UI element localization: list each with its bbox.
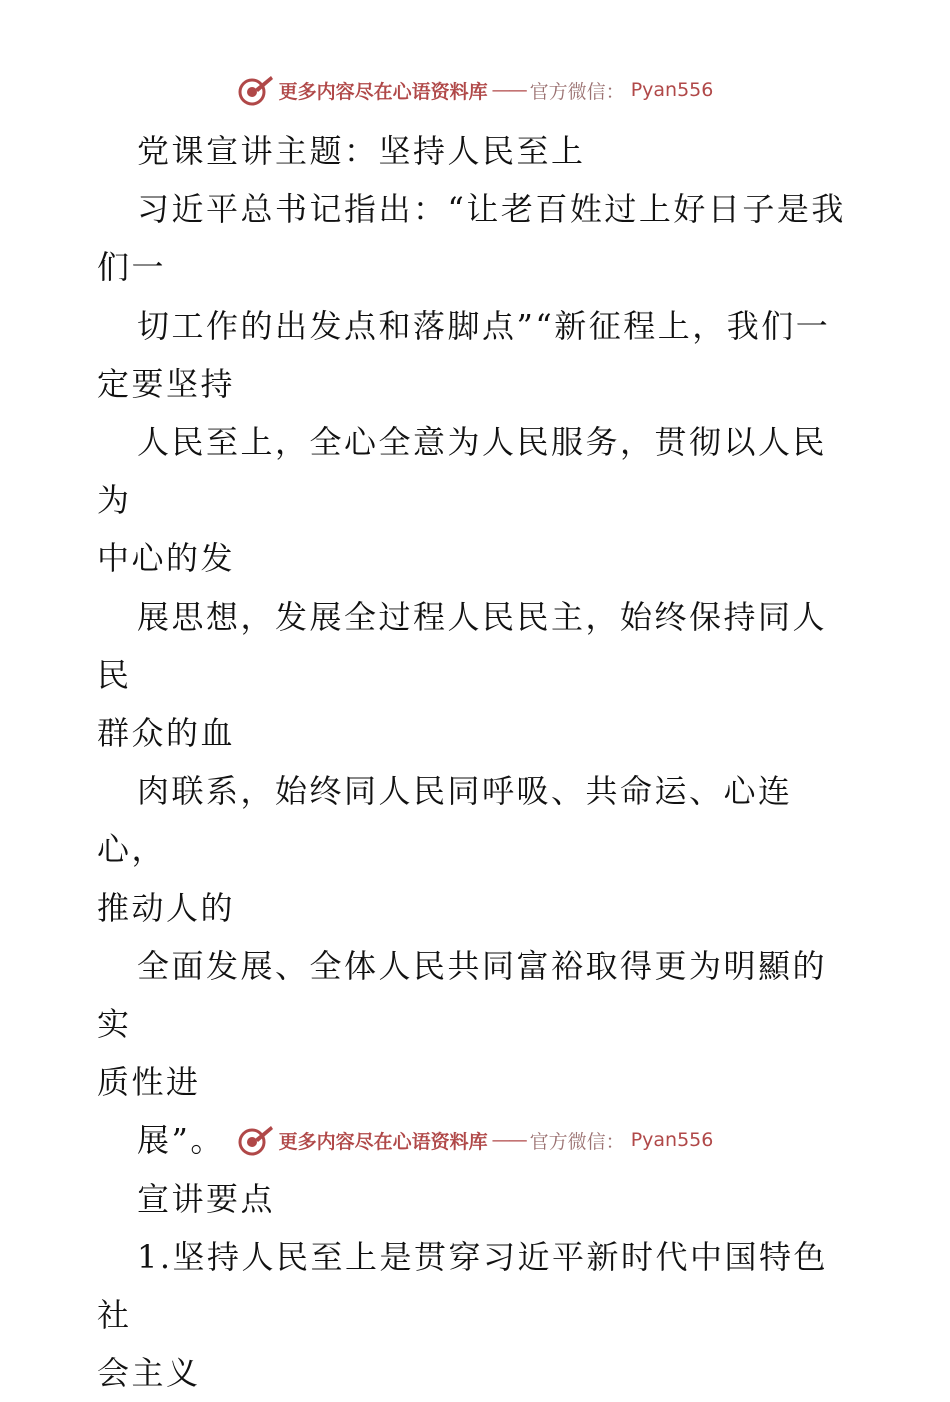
watermark-dash: ——: [491, 1129, 526, 1151]
text-line: 展思想，发展全过程人民民主，始终保持同人民: [97, 597, 828, 694]
text-line: 宣讲要点: [137, 1179, 276, 1218]
watermark-wechat-label: 官方微信：: [529, 80, 625, 103]
text-line: 推动人的: [97, 888, 236, 927]
watermark-wechat-label: 官方微信：: [529, 1130, 625, 1153]
footer-watermark: [0, 1120, 950, 1160]
document-title: 党课宣讲主题：坚持人民至上: [137, 132, 586, 170]
text-line: 人民至上，全心全意为人民服务，贯彻以人民为: [97, 423, 828, 520]
pen-logo-icon: [237, 1123, 275, 1157]
text-line: 中心的发: [97, 539, 236, 578]
document-lines: [97, 180, 857, 1402]
watermark-wechat-id: Pyan556: [630, 1129, 714, 1151]
watermark-text: 更多内容尽在心语资料库: [278, 80, 488, 103]
text-line: 质性进: [97, 1063, 201, 1102]
text-line: 切工作的出发点和落脚点”“新征程上，我们一: [137, 306, 831, 345]
watermark-wechat-id: Pyan556: [630, 79, 714, 101]
document-body: [97, 122, 857, 1402]
text-line: 展”。: [137, 1121, 225, 1160]
text-line: 习近平总书记指出：“让老百姓过上好日子是我: [137, 190, 846, 229]
text-line: 1.坚持人民至上是贯穿习近平新时代中国特色社: [97, 1237, 829, 1335]
watermark-dash: ——: [491, 79, 526, 101]
text-line: 会主义: [97, 1354, 201, 1393]
watermark-text: 更多内容尽在心语资料库: [278, 1130, 488, 1153]
header-watermark: [0, 70, 950, 110]
text-line: 们一: [97, 248, 167, 287]
text-line: 肉联系，始终同人民同呼吸、共命运、心连心，: [97, 772, 793, 869]
text-line: 定要坚持: [97, 364, 236, 403]
text-line: 全面发展、全体人民共同富裕取得更为明顯的实: [97, 946, 828, 1044]
pen-logo-icon: [237, 73, 275, 107]
text-line: 群众的血: [97, 714, 236, 753]
